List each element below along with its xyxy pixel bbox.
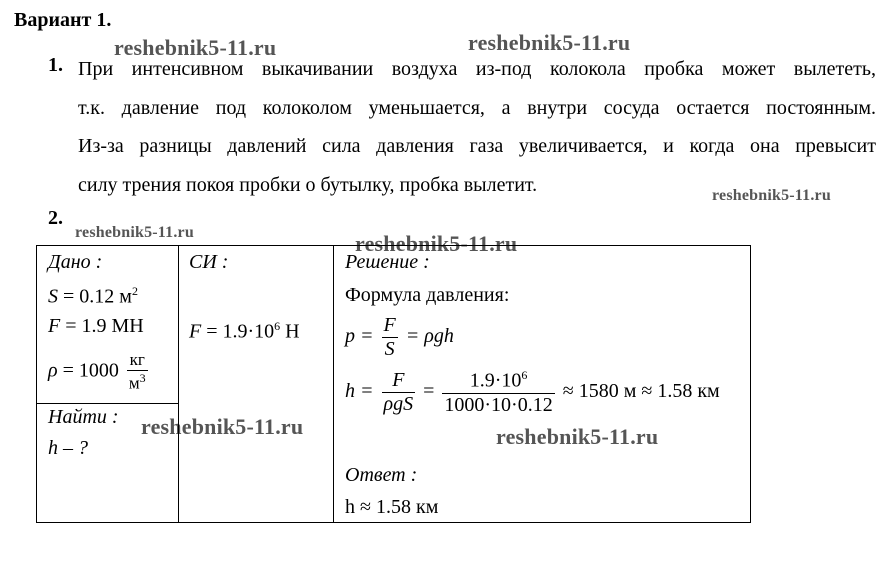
text-line: Из-за разницы давлений сила давления газа увеличивается, и когда она превысит (78, 135, 876, 157)
watermark: reshebnik5-11.ru (712, 187, 831, 204)
variant-heading: Вариант 1. (14, 9, 112, 31)
given-force: F = 1.9 МН (48, 315, 144, 337)
solution-label: Решение : (345, 251, 430, 273)
pressure-formula: p = $\frac{F}{S}$ = ρgh (345, 314, 454, 360)
height-formula: h = $\frac{F}{\text{ρgS}}$ = $\frac{1.9\cdot 10^6}{1000\cdot 10\cdot 0.12}$ ≈ 1580 м ≈ 1.58 км (345, 368, 720, 416)
solution-table (36, 245, 751, 523)
given-label: Дано : (48, 251, 103, 273)
problem-2-number: 2. (48, 207, 63, 229)
watermark: reshebnik5-11.ru (114, 35, 277, 60)
watermark: reshebnik5-11.ru (496, 424, 659, 449)
problem-1-number: 1. (48, 54, 63, 76)
formula-title: Формула давления: (345, 284, 510, 306)
si-label: СИ : (189, 251, 229, 273)
given-density: ρ = 1000 $\frac{кг}{м^3}$ (48, 350, 146, 393)
text-line: т.к. давление под колоколом уменьшается, а внутри сосуда остается постоянным. (78, 96, 876, 119)
watermark: reshebnik5-11.ru (75, 224, 194, 241)
watermark: reshebnik5-11.ru (468, 30, 631, 55)
watermark: reshebnik5-11.ru (355, 231, 518, 256)
find-label: Найти : (48, 406, 119, 428)
answer-label: Ответ : (345, 464, 418, 486)
problem-1-text (78, 50, 876, 204)
find-item: h – ? (48, 437, 88, 459)
answer-text: h ≈ 1.58 км (345, 496, 439, 518)
text-line: силу трения покоя пробки о бутылку, пробка вылетит. (78, 173, 538, 196)
text-line: При интенсивном выкачивании воздуха из-под колокола пробка может вылететь, (78, 58, 876, 80)
watermark: reshebnik5-11.ru (141, 414, 304, 439)
given-area: S = 0.12 $м^2$ (48, 284, 138, 308)
si-force: $F = 1.9\cdot 10^6$ Н (189, 319, 300, 343)
